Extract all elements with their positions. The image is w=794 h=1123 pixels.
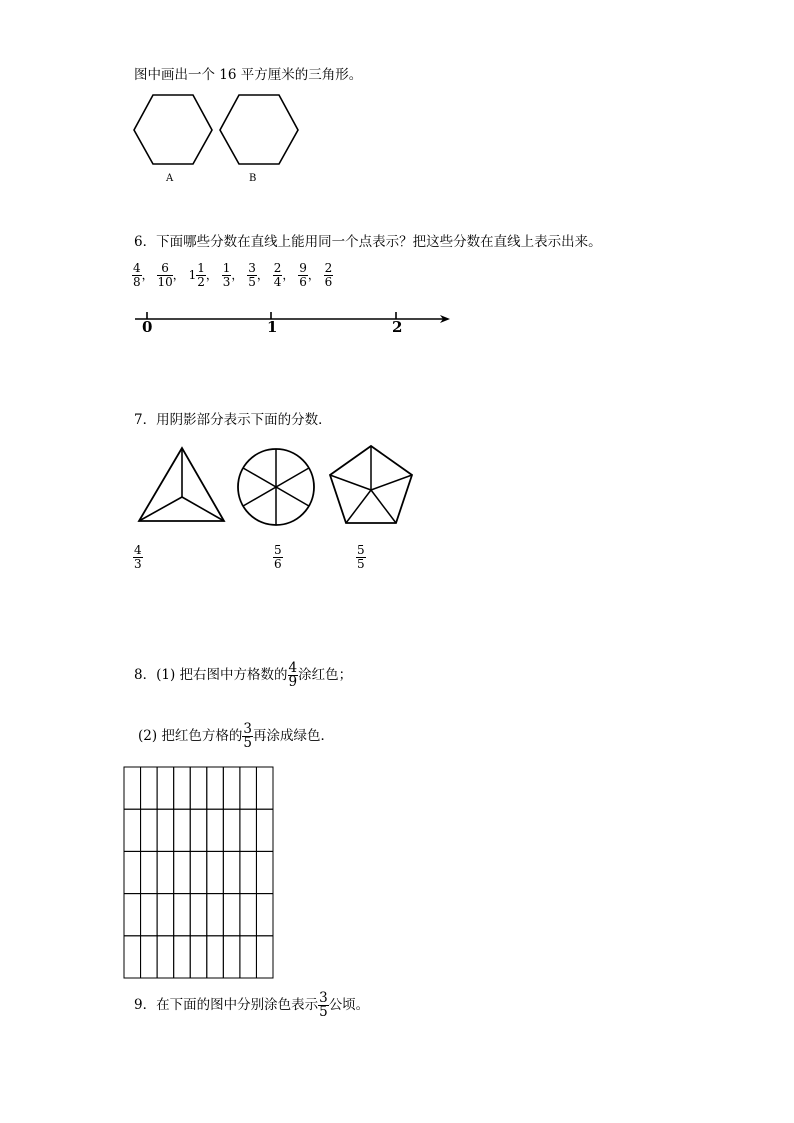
- q9-question: 9．在下面的图中分别涂色表示 $\frac{3}{5}$ 公顷。: [134, 990, 370, 1020]
- grid-cell: [157, 767, 174, 809]
- grid-cell: [207, 851, 224, 893]
- grid-cell: [174, 894, 191, 936]
- hexagon-b: [219, 94, 299, 166]
- mixed-whole: 1: [188, 268, 197, 282]
- square-grid: [123, 766, 275, 980]
- grid-cell: [223, 767, 240, 809]
- pentagon-shape: [327, 443, 415, 527]
- fraction-item: $\frac{9}{6}$: [299, 261, 307, 289]
- grid-cell: [174, 851, 191, 893]
- grid-cell: [190, 809, 207, 851]
- grid-cell: [240, 767, 257, 809]
- grid-cell: [141, 894, 158, 936]
- fraction-item: $\frac{2}{4}$: [273, 261, 282, 289]
- grid-cell: [124, 851, 141, 893]
- q8-fraction-1: $\frac{4}{9}$: [288, 660, 298, 690]
- axis-label-1: 1: [267, 318, 278, 336]
- grid-cell: [157, 936, 174, 978]
- grid-cell: [124, 767, 141, 809]
- q7-fraction-triangle: $\frac{4}{3}$: [134, 543, 142, 571]
- grid-cell: [157, 894, 174, 936]
- q8-part2: (2) 把红色方格的 $\frac{3}{5}$ 再涂成绿色．: [138, 721, 335, 751]
- q8-part1: 8．(1) 把右图中方格数的 $\frac{4}{9}$ 涂红色；: [134, 660, 353, 690]
- grid-cell: [240, 894, 257, 936]
- grid-cell: [256, 936, 273, 978]
- grid-cell: [174, 809, 191, 851]
- grid-cell: [223, 936, 240, 978]
- triangle-shape: [136, 444, 228, 524]
- q5-instruction: 图中画出一个 16 平方厘米的三角形。: [134, 67, 363, 83]
- grid-cell: [207, 894, 224, 936]
- fraction-item: $\frac{4}{8}$: [133, 261, 141, 289]
- grid-cell: [174, 936, 191, 978]
- q6-question: 6．下面哪些分数在直线上能用同一个点表示？把这些分数在直线上表示出来。: [134, 234, 602, 250]
- axis-label-2: 2: [392, 318, 403, 336]
- number-line: [134, 309, 454, 329]
- q7-fraction-circle: $\frac{5}{6}$: [274, 543, 282, 571]
- fraction-item: $\frac{3}{5}$: [248, 261, 256, 289]
- grid-cell: [223, 809, 240, 851]
- grid-cell: [223, 851, 240, 893]
- grid-cell: [124, 894, 141, 936]
- grid-cell: [207, 936, 224, 978]
- grid-cell: [223, 894, 240, 936]
- fraction-item: $\frac{1}{2}$: [197, 261, 205, 289]
- grid-cell: [141, 809, 158, 851]
- fraction-item: $\frac{6}{10}$: [157, 261, 173, 289]
- grid-cell: [256, 809, 273, 851]
- grid-cell: [157, 809, 174, 851]
- grid-cell: [207, 767, 224, 809]
- fraction-item: $\frac{1}{3}$: [222, 261, 231, 289]
- q7-fraction-pentagon: $\frac{5}{5}$: [357, 543, 365, 571]
- fraction-item: $\frac{2}{6}$: [324, 261, 333, 289]
- grid-cell: [190, 894, 207, 936]
- q7-question: 7．用阴影部分表示下面的分数．: [134, 412, 332, 428]
- grid-cell: [256, 851, 273, 893]
- grid-cell: [141, 851, 158, 893]
- grid-cell: [190, 936, 207, 978]
- q6-fraction-list: $\frac{4}{8}$ ， $\frac{6}{10}$ ， 1 $\frac{1}{2}$ ， $\frac{1}{3}$ ， $\frac{3}{5}$ ， $\frac{2}{4}$ ， $\frac{9}{6}$ ， $\frac{2}{6}$: [133, 261, 333, 289]
- grid-cell: [124, 809, 141, 851]
- grid-cell: [190, 767, 207, 809]
- grid-cell: [124, 936, 141, 978]
- grid-cell: [256, 767, 273, 809]
- circle-shape: [235, 446, 317, 528]
- grid-cell: [157, 851, 174, 893]
- grid-cell: [240, 851, 257, 893]
- grid-cell: [240, 809, 257, 851]
- grid-cell: [174, 767, 191, 809]
- grid-cell: [240, 936, 257, 978]
- q8-fraction-2: $\frac{3}{5}$: [243, 721, 253, 751]
- q9-fraction: $\frac{3}{5}$: [319, 990, 328, 1020]
- axis-label-0: 0: [142, 318, 153, 336]
- hexagon-b-label: B: [249, 173, 257, 184]
- grid-cell: [256, 894, 273, 936]
- grid-cell: [141, 767, 158, 809]
- hexagon-a-label: A: [166, 173, 174, 184]
- grid-cell: [207, 809, 224, 851]
- grid-cell: [190, 851, 207, 893]
- hexagon-a: [133, 94, 213, 166]
- grid-cell: [141, 936, 158, 978]
